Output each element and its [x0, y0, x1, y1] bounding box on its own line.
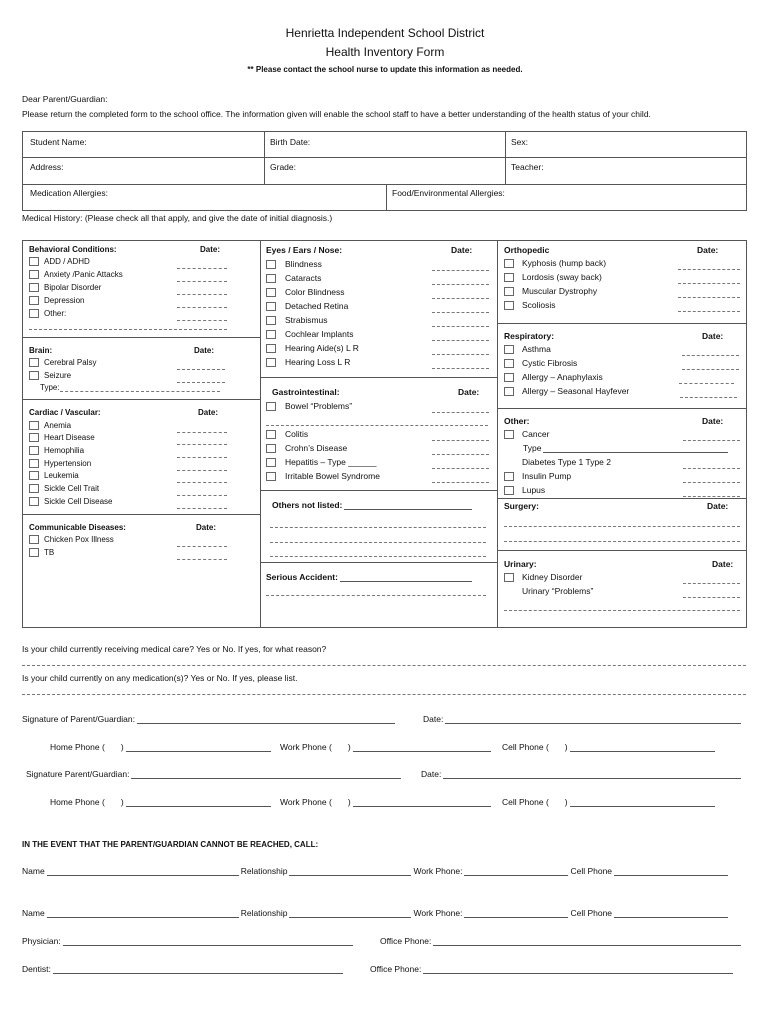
- field-label: Physician:: [22, 936, 61, 946]
- checkbox[interactable]: [29, 535, 39, 544]
- field-label: Cell Phone (: [502, 742, 549, 752]
- checkbox[interactable]: [29, 433, 39, 442]
- checkbox[interactable]: [29, 421, 39, 430]
- emergency-contact-row[interactable]: [22, 866, 730, 876]
- greeting: Dear Parent/Guardian:: [22, 94, 108, 104]
- field-label: ): [347, 797, 351, 807]
- checkbox[interactable]: [504, 373, 514, 382]
- food-allergies-field[interactable]: Food/Environmental Allergies:: [392, 188, 505, 198]
- other-title: Other:: [504, 416, 530, 426]
- checkbox[interactable]: [504, 259, 514, 268]
- column-1: [22, 240, 260, 628]
- checkbox[interactable]: [29, 296, 39, 305]
- emergency-title: IN THE EVENT THAT THE PARENT/GUARDIAN CANNOT BE REACHED, CALL:: [22, 840, 319, 849]
- checkbox[interactable]: [266, 302, 276, 311]
- checkbox-item[interactable]: [29, 309, 66, 318]
- checkbox[interactable]: [504, 486, 514, 495]
- birth-date-field[interactable]: Birth Date:: [270, 137, 311, 147]
- item-label: Muscular Dystrophy: [522, 286, 598, 296]
- date-label: Date:: [200, 245, 221, 254]
- checkbox[interactable]: [29, 446, 39, 455]
- date-field[interactable]: [421, 769, 743, 779]
- checkbox-item[interactable]: [29, 433, 95, 442]
- emergency-contact-row[interactable]: [22, 908, 730, 918]
- item-label: Hemophilia: [44, 446, 85, 455]
- column-2: [260, 240, 497, 628]
- student-info-table: [22, 131, 747, 211]
- field-label: Work Phone:: [413, 908, 463, 918]
- checkbox-item[interactable]: [504, 572, 582, 582]
- physician-office-phone-field[interactable]: [380, 936, 743, 946]
- item-label: Seizure: [44, 371, 72, 380]
- date-label: Date:: [697, 245, 719, 255]
- checkbox[interactable]: [504, 301, 514, 310]
- item-label: Asthma: [522, 344, 551, 354]
- field-label: ): [120, 797, 124, 807]
- item-label: Urinary “Problems”: [522, 586, 594, 596]
- date-label: Date:: [712, 559, 734, 569]
- work-phone-field[interactable]: [280, 797, 493, 807]
- item-label: Hearing Loss L R: [285, 357, 351, 367]
- signature-field[interactable]: [26, 769, 403, 779]
- checkbox[interactable]: [504, 573, 514, 582]
- checkbox-item[interactable]: [504, 300, 556, 310]
- field-label: Date:: [421, 769, 442, 779]
- field-label: Office Phone:: [380, 936, 432, 946]
- checkbox[interactable]: [266, 444, 276, 453]
- checkbox-item[interactable]: [266, 315, 328, 325]
- item-label: Sickle Cell Disease: [44, 497, 113, 506]
- item-label: Other:: [44, 309, 67, 318]
- checkbox[interactable]: [266, 260, 276, 269]
- checkbox-item[interactable]: [504, 372, 603, 382]
- work-phone-field[interactable]: [280, 742, 493, 752]
- form-title: Health Inventory Form: [325, 45, 445, 59]
- item-label: Cataracts: [285, 273, 322, 283]
- field-label: Date:: [423, 714, 444, 724]
- checkbox[interactable]: [266, 402, 276, 411]
- checkbox-item[interactable]: [504, 386, 629, 396]
- item-label: ADD / ADHD: [44, 257, 90, 266]
- field-label: Work Phone:: [413, 866, 463, 876]
- checkbox-item[interactable]: [29, 270, 123, 279]
- item-label: Anemia: [44, 421, 72, 430]
- medical-history-note: Medical History: (Please check all that apply, and give the date of initial diagnosis.): [22, 213, 333, 223]
- checkbox-item[interactable]: [29, 459, 91, 468]
- checkbox-item[interactable]: [266, 301, 348, 311]
- field-label: Name: [22, 908, 45, 918]
- medication-question: Is your child currently on any medication(s)? Yes or No. If yes, please list.: [22, 673, 298, 683]
- item-label: Cystic Fibrosis: [522, 358, 578, 368]
- checkbox[interactable]: [266, 358, 276, 367]
- item-label: Hepatitis – Type ______: [285, 457, 377, 467]
- home-phone-field[interactable]: [50, 742, 273, 752]
- checkbox-item[interactable]: [266, 329, 354, 339]
- checkbox[interactable]: [266, 458, 276, 467]
- teacher-field[interactable]: Teacher:: [511, 162, 544, 172]
- field-label: Cell Phone: [570, 866, 613, 876]
- checkbox-item[interactable]: [29, 371, 71, 380]
- checkbox-item[interactable]: [504, 586, 593, 596]
- checkbox[interactable]: [266, 472, 276, 481]
- item-label: Serious Accident:: [266, 572, 338, 582]
- checkbox[interactable]: [29, 459, 39, 468]
- dentist-office-phone-field[interactable]: [370, 964, 735, 974]
- checkbox[interactable]: [29, 358, 39, 367]
- checkbox-item[interactable]: [266, 273, 321, 283]
- checkbox-item[interactable]: [266, 343, 359, 353]
- checkbox-item[interactable]: [504, 344, 551, 354]
- field-label: ): [120, 742, 124, 752]
- checkbox-item[interactable]: [29, 296, 84, 305]
- surgery-title: Surgery:: [504, 501, 539, 511]
- column-3: [497, 240, 747, 628]
- checkbox[interactable]: [504, 287, 514, 296]
- item-label: Others not listed:: [272, 500, 343, 510]
- field-label: Relationship: [240, 866, 288, 876]
- field-label: Home Phone (: [50, 797, 105, 807]
- cell-phone-field[interactable]: [502, 742, 717, 752]
- field-label: ): [347, 742, 351, 752]
- field-label: Work Phone (: [280, 797, 332, 807]
- item-label: Kidney Disorder: [522, 572, 583, 582]
- checkbox[interactable]: [29, 548, 39, 557]
- item-label: Allergy – Seasonal Hayfever: [522, 386, 630, 396]
- checkbox-item[interactable]: [504, 358, 577, 368]
- field-label: Cell Phone: [570, 908, 613, 918]
- item-label: TB: [44, 548, 55, 557]
- checkbox[interactable]: [29, 471, 39, 480]
- checkbox[interactable]: [504, 430, 514, 439]
- ortho-title: Orthopedic: [504, 245, 550, 255]
- brain-type-field[interactable]: [40, 383, 220, 392]
- physician-field[interactable]: [22, 936, 355, 946]
- item-label: Bowel “Problems”: [285, 401, 353, 411]
- address-field[interactable]: Address:: [30, 162, 64, 172]
- field-label: Signature of Parent/Guardian:: [22, 714, 135, 724]
- cell-phone-field[interactable]: [502, 797, 717, 807]
- cancer-type-field[interactable]: [523, 443, 730, 453]
- grade-field[interactable]: Grade:: [270, 162, 296, 172]
- medication-allergies-field[interactable]: Medication Allergies:: [30, 188, 108, 198]
- item-label: Strabismus: [285, 315, 328, 325]
- checkbox-item[interactable]: [29, 497, 112, 506]
- item-label: Cerebral Palsy: [44, 358, 97, 367]
- checkbox-item[interactable]: [266, 471, 380, 481]
- medical-care-question: Is your child currently receiving medical care? Yes or No. If yes, for what reason?: [22, 644, 327, 654]
- item-label: Depression: [44, 296, 85, 305]
- checkbox-item[interactable]: [29, 421, 71, 430]
- item-label: Type:: [40, 383, 60, 392]
- intro-text: Please return the completed form to the school office. The information given will enable the school staff to have a better understanding of the health status of your child.: [22, 109, 651, 119]
- sex-field[interactable]: Sex:: [511, 137, 529, 147]
- checkbox[interactable]: [266, 430, 276, 439]
- others-not-listed-field[interactable]: [272, 500, 474, 510]
- field-label: Name: [22, 866, 45, 876]
- checkbox-item[interactable]: [29, 484, 99, 493]
- checkbox[interactable]: [266, 330, 276, 339]
- item-label: Irritable Bowel Syndrome: [285, 471, 380, 481]
- checkbox-item[interactable]: [266, 401, 352, 411]
- checkbox[interactable]: [504, 472, 514, 481]
- urinary-title: Urinary:: [504, 559, 537, 569]
- checkbox-item[interactable]: [504, 471, 571, 481]
- checkbox-item[interactable]: [504, 258, 606, 268]
- checkbox-item[interactable]: [29, 548, 54, 557]
- date-label: Date:: [702, 331, 724, 341]
- checkbox[interactable]: [504, 345, 514, 354]
- item-label: Blindness: [285, 259, 322, 269]
- checkbox-item[interactable]: [266, 429, 308, 439]
- item-label: Insulin Pump: [522, 471, 572, 481]
- checkbox-item[interactable]: [29, 283, 101, 292]
- checkbox-item[interactable]: [504, 429, 549, 439]
- respiratory-title: Respiratory:: [504, 331, 555, 341]
- checkbox[interactable]: [29, 257, 39, 266]
- item-label: Kyphosis (hump back): [522, 258, 607, 268]
- item-label: Scoliosis: [522, 300, 556, 310]
- checkbox-item[interactable]: [29, 471, 79, 480]
- field-label: Work Phone (: [280, 742, 332, 752]
- checkbox[interactable]: [29, 283, 39, 292]
- date-label: Date:: [451, 245, 473, 255]
- date-label: Date:: [707, 501, 729, 511]
- date-label: Date:: [198, 408, 219, 417]
- item-label: Lordosis (sway back): [522, 272, 602, 282]
- field-label: ): [564, 797, 568, 807]
- district-title: Henrietta Independent School District: [285, 26, 485, 40]
- item-label: Leukemia: [44, 471, 79, 480]
- field-label: Relationship: [240, 908, 288, 918]
- behavioral-title: Behavioral Conditions:: [29, 245, 117, 254]
- dentist-field[interactable]: [22, 964, 345, 974]
- checkbox[interactable]: [29, 497, 39, 506]
- diabetes-item[interactable]: [522, 457, 611, 467]
- home-phone-field[interactable]: [50, 797, 273, 807]
- checkbox[interactable]: [29, 309, 39, 318]
- checkbox-item[interactable]: [266, 287, 345, 297]
- serious-accident-field[interactable]: [266, 572, 474, 582]
- item-label: Sickle Cell Trait: [44, 484, 100, 493]
- date-label: Date:: [196, 523, 217, 532]
- item-label: Colitis: [285, 429, 309, 439]
- checkbox[interactable]: [504, 273, 514, 282]
- checkbox-item[interactable]: [29, 257, 90, 266]
- checkbox[interactable]: [29, 484, 39, 493]
- item-label: Heart Disease: [44, 433, 95, 442]
- item-label: Detached Retina: [285, 301, 349, 311]
- item-label: Color Blindness: [285, 287, 345, 297]
- item-label: Bipolar Disorder: [44, 283, 102, 292]
- checkbox[interactable]: [504, 359, 514, 368]
- checkbox[interactable]: [266, 344, 276, 353]
- communicable-title: Communicable Diseases:: [29, 523, 126, 532]
- checkbox[interactable]: [29, 270, 39, 279]
- checkbox-item[interactable]: [504, 286, 597, 296]
- date-label: Date:: [458, 387, 480, 397]
- student-name-field[interactable]: Student Name:: [30, 137, 87, 147]
- date-label: Date:: [194, 346, 215, 355]
- brain-title: Brain:: [29, 346, 53, 355]
- date-field[interactable]: [423, 714, 743, 724]
- item-label: Lupus: [522, 485, 546, 495]
- item-label: Chicken Pox Illness: [44, 535, 114, 544]
- field-label: Office Phone:: [370, 964, 422, 974]
- checkbox-item[interactable]: [266, 443, 347, 453]
- item-label: Crohn’s Disease: [285, 443, 348, 453]
- field-label: Signature Parent/Guardian:: [26, 769, 130, 779]
- checkbox[interactable]: [29, 371, 39, 380]
- checkbox[interactable]: [504, 387, 514, 396]
- item-label: Diabetes Type 1 Type 2: [522, 457, 611, 467]
- cardiac-title: Cardiac / Vascular:: [29, 408, 101, 417]
- checkbox-item[interactable]: [29, 358, 96, 367]
- item-label: Hearing Aide(s) L R: [285, 343, 359, 353]
- field-label: ): [564, 742, 568, 752]
- checkbox-item[interactable]: [266, 259, 322, 269]
- field-label: Cell Phone (: [502, 797, 549, 807]
- checkbox[interactable]: [266, 274, 276, 283]
- checkbox-item[interactable]: [29, 535, 114, 544]
- checkbox-item[interactable]: [266, 457, 377, 467]
- checkbox[interactable]: [266, 316, 276, 325]
- item-label: Cancer: [522, 429, 550, 439]
- checkbox-item[interactable]: [504, 272, 602, 282]
- eyes-title: Eyes / Ears / Nose:: [266, 245, 343, 255]
- checkbox-item[interactable]: [266, 357, 350, 367]
- item-label: Type: [523, 443, 542, 453]
- item-label: Anxiety /Panic Attacks: [44, 270, 123, 279]
- signature-field[interactable]: [22, 714, 397, 724]
- item-label: Hypertension: [44, 459, 92, 468]
- gastro-title: Gastrointestinal:: [272, 387, 340, 397]
- field-label: Dentist:: [22, 964, 51, 974]
- checkbox-item[interactable]: [504, 485, 545, 495]
- field-label: Home Phone (: [50, 742, 105, 752]
- item-label: Allergy – Anaphylaxis: [522, 372, 603, 382]
- checkbox-item[interactable]: [29, 446, 84, 455]
- item-label: Cochlear Implants: [285, 329, 354, 339]
- checkbox[interactable]: [266, 288, 276, 297]
- date-label: Date:: [702, 416, 724, 426]
- form-note: ** Please contact the school nurse to update this information as needed.: [247, 65, 523, 74]
